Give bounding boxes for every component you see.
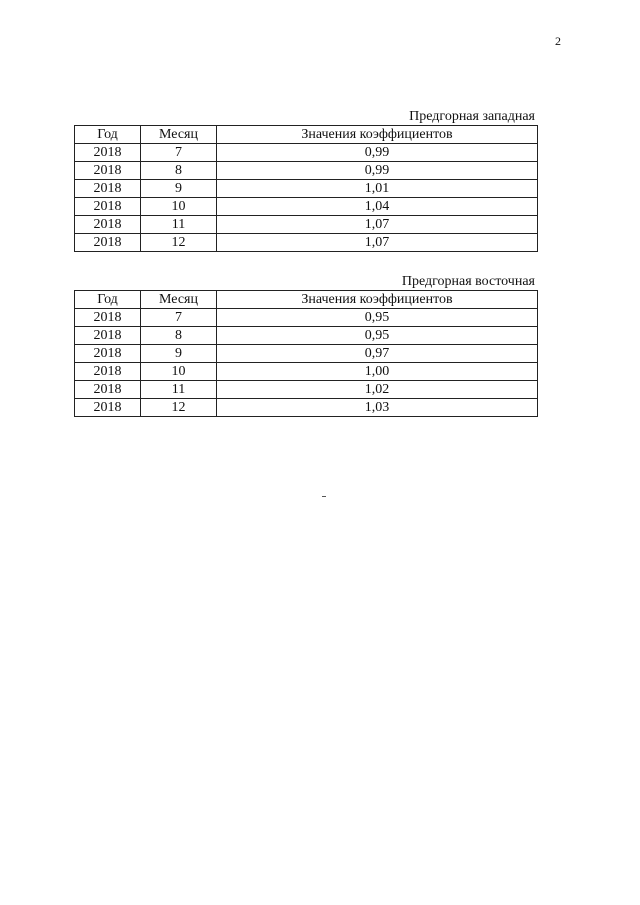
page-number: 2 — [555, 34, 561, 48]
cell-year: 2018 — [75, 381, 141, 399]
column-header-values: Значения коэффициентов — [217, 126, 538, 144]
table-row — [75, 381, 538, 399]
section-predgornaya-vostochnaya — [74, 274, 537, 417]
table-row — [75, 234, 538, 252]
cell-month: 12 — [141, 234, 217, 252]
cell-year: 2018 — [75, 327, 141, 345]
cell-value: 0,95 — [217, 327, 538, 345]
section-caption: Предгорная западная — [409, 109, 535, 124]
table-row — [75, 144, 538, 162]
table-row — [75, 162, 538, 180]
cell-year: 2018 — [75, 180, 141, 198]
cell-value: 0,95 — [217, 309, 538, 327]
cell-month: 11 — [141, 381, 217, 399]
table-row — [75, 216, 538, 234]
cell-year: 2018 — [75, 162, 141, 180]
table-header-row — [75, 126, 538, 144]
column-header-year: Год — [75, 126, 141, 144]
cell-month: 10 — [141, 198, 217, 216]
table-header-row — [75, 291, 538, 309]
cell-month: 7 — [141, 309, 217, 327]
cell-year: 2018 — [75, 198, 141, 216]
cell-year: 2018 — [75, 144, 141, 162]
section-predgornaya-zapadnaya — [74, 109, 537, 252]
cell-year: 2018 — [75, 216, 141, 234]
cell-value: 0,99 — [217, 162, 538, 180]
table-row — [75, 399, 538, 417]
cell-value: 1,07 — [217, 216, 538, 234]
section-caption: Предгорная восточная — [401, 274, 535, 289]
cell-year: 2018 — [75, 309, 141, 327]
cell-value: 0,97 — [217, 345, 538, 363]
cell-month: 9 — [141, 345, 217, 363]
cell-month: 12 — [141, 399, 217, 417]
cell-value: 1,07 — [217, 234, 538, 252]
cell-year: 2018 — [75, 363, 141, 381]
column-header-month: Месяц — [141, 126, 217, 144]
cell-value: 0,99 — [217, 144, 538, 162]
cell-month: 9 — [141, 180, 217, 198]
cell-month: 8 — [141, 327, 217, 345]
table-row — [75, 363, 538, 381]
table-row — [75, 180, 538, 198]
column-header-year: Год — [75, 291, 141, 309]
column-header-month: Месяц — [141, 291, 217, 309]
cell-month: 7 — [141, 144, 217, 162]
cell-year: 2018 — [75, 234, 141, 252]
column-header-values: Значения коэффициентов — [217, 291, 538, 309]
table-row — [75, 198, 538, 216]
cell-value: 1,04 — [217, 198, 538, 216]
table-row — [75, 327, 538, 345]
cell-month: 10 — [141, 363, 217, 381]
coefficients-table — [74, 290, 538, 417]
table-row — [75, 309, 538, 327]
cell-value: 1,01 — [217, 180, 538, 198]
coefficients-table — [74, 125, 538, 252]
cell-month: 11 — [141, 216, 217, 234]
table-row — [75, 345, 538, 363]
cell-value: 1,02 — [217, 381, 538, 399]
cell-month: 8 — [141, 162, 217, 180]
cell-value: 1,00 — [217, 363, 538, 381]
cell-year: 2018 — [75, 399, 141, 417]
cell-year: 2018 — [75, 345, 141, 363]
scan-speck — [322, 496, 326, 497]
cell-value: 1,03 — [217, 399, 538, 417]
